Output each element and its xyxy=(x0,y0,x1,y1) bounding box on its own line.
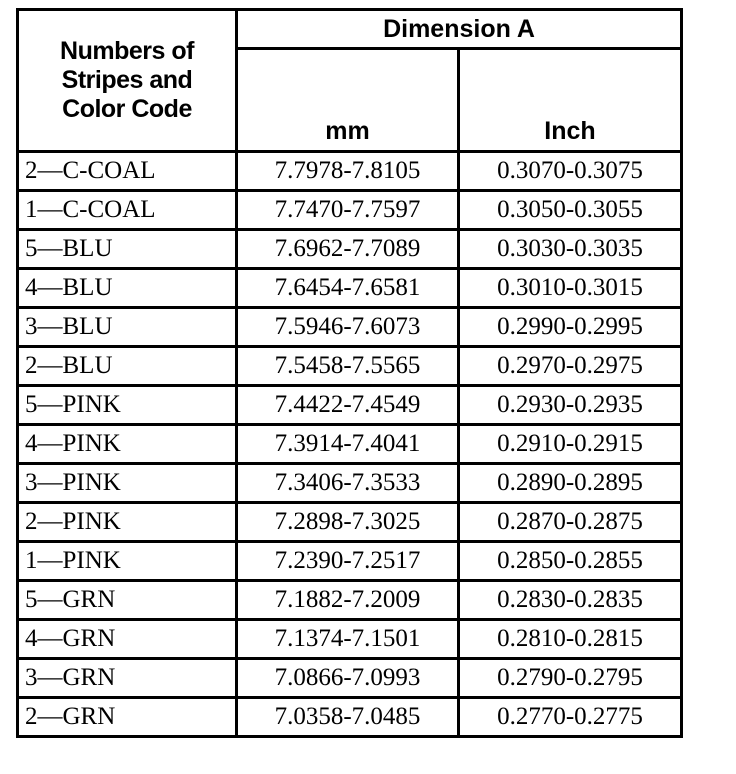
inch-cell: 0.2790-0.2795 xyxy=(459,659,682,698)
table-row xyxy=(18,581,682,620)
table-row xyxy=(18,620,682,659)
table-row xyxy=(18,386,682,425)
inch-cell: 0.2890-0.2895 xyxy=(459,464,682,503)
color-code-cell: 4—PINK xyxy=(18,425,237,464)
mm-cell: 7.5946-7.6073 xyxy=(237,308,459,347)
color-code-cell: 4—BLU xyxy=(18,269,237,308)
inch-cell: 0.2770-0.2775 xyxy=(459,698,682,737)
inch-cell: 0.2910-0.2915 xyxy=(459,425,682,464)
mm-cell: 7.4422-7.4549 xyxy=(237,386,459,425)
color-code-cell: 1—PINK xyxy=(18,542,237,581)
table-row xyxy=(18,698,682,737)
color-code-cell: 3—PINK xyxy=(18,464,237,503)
table-row xyxy=(18,230,682,269)
color-code-cell: 5—PINK xyxy=(18,386,237,425)
color-code-cell: 2—BLU xyxy=(18,347,237,386)
inch-cell: 0.3050-0.3055 xyxy=(459,191,682,230)
inch-cell: 0.3070-0.3075 xyxy=(459,152,682,191)
header-stripes-line-3: Color Code xyxy=(62,95,192,123)
inch-cell: 0.2810-0.2815 xyxy=(459,620,682,659)
table-header xyxy=(18,10,682,152)
table-row xyxy=(18,152,682,191)
table-body xyxy=(18,152,682,737)
table-row xyxy=(18,308,682,347)
mm-cell: 7.1882-7.2009 xyxy=(237,581,459,620)
table-row xyxy=(18,347,682,386)
inch-cell: 0.2970-0.2975 xyxy=(459,347,682,386)
inch-cell: 0.2930-0.2935 xyxy=(459,386,682,425)
table-row xyxy=(18,659,682,698)
inch-cell: 0.2870-0.2875 xyxy=(459,503,682,542)
color-code-cell: 4—GRN xyxy=(18,620,237,659)
header-stripes-line-2: Stripes and xyxy=(61,66,193,94)
header-row-group xyxy=(18,10,682,49)
mm-cell: 7.2390-7.2517 xyxy=(237,542,459,581)
table-row xyxy=(18,269,682,308)
header-stripes-color-code xyxy=(18,10,237,152)
header-mm: mm xyxy=(237,49,459,152)
table-row xyxy=(18,503,682,542)
table-row xyxy=(18,425,682,464)
table-row xyxy=(18,542,682,581)
mm-cell: 7.7978-7.8105 xyxy=(237,152,459,191)
inch-cell: 0.2830-0.2835 xyxy=(459,581,682,620)
inch-cell: 0.3030-0.3035 xyxy=(459,230,682,269)
mm-cell: 7.3406-7.3533 xyxy=(237,464,459,503)
color-code-cell: 5—GRN xyxy=(18,581,237,620)
mm-cell: 7.3914-7.4041 xyxy=(237,425,459,464)
table-row xyxy=(18,464,682,503)
header-dimension-a: Dimension A xyxy=(237,10,682,49)
color-code-cell: 5—BLU xyxy=(18,230,237,269)
color-code-cell: 2—GRN xyxy=(18,698,237,737)
mm-cell: 7.0358-7.0485 xyxy=(237,698,459,737)
header-inch: Inch xyxy=(459,49,682,152)
dimension-table-container xyxy=(16,8,683,738)
mm-cell: 7.7470-7.7597 xyxy=(237,191,459,230)
mm-cell: 7.1374-7.1501 xyxy=(237,620,459,659)
mm-cell: 7.0866-7.0993 xyxy=(237,659,459,698)
header-stripes-line-1: Numbers of xyxy=(60,37,194,65)
color-code-cell: 2—PINK xyxy=(18,503,237,542)
inch-cell: 0.3010-0.3015 xyxy=(459,269,682,308)
inch-cell: 0.2850-0.2855 xyxy=(459,542,682,581)
mm-cell: 7.5458-7.5565 xyxy=(237,347,459,386)
mm-cell: 7.6962-7.7089 xyxy=(237,230,459,269)
mm-cell: 7.6454-7.6581 xyxy=(237,269,459,308)
color-code-cell: 2—C-COAL xyxy=(18,152,237,191)
stripe-dimension-table xyxy=(16,8,683,738)
color-code-cell: 3—BLU xyxy=(18,308,237,347)
color-code-cell: 1—C-COAL xyxy=(18,191,237,230)
color-code-cell: 3—GRN xyxy=(18,659,237,698)
table-row xyxy=(18,191,682,230)
inch-cell: 0.2990-0.2995 xyxy=(459,308,682,347)
mm-cell: 7.2898-7.3025 xyxy=(237,503,459,542)
